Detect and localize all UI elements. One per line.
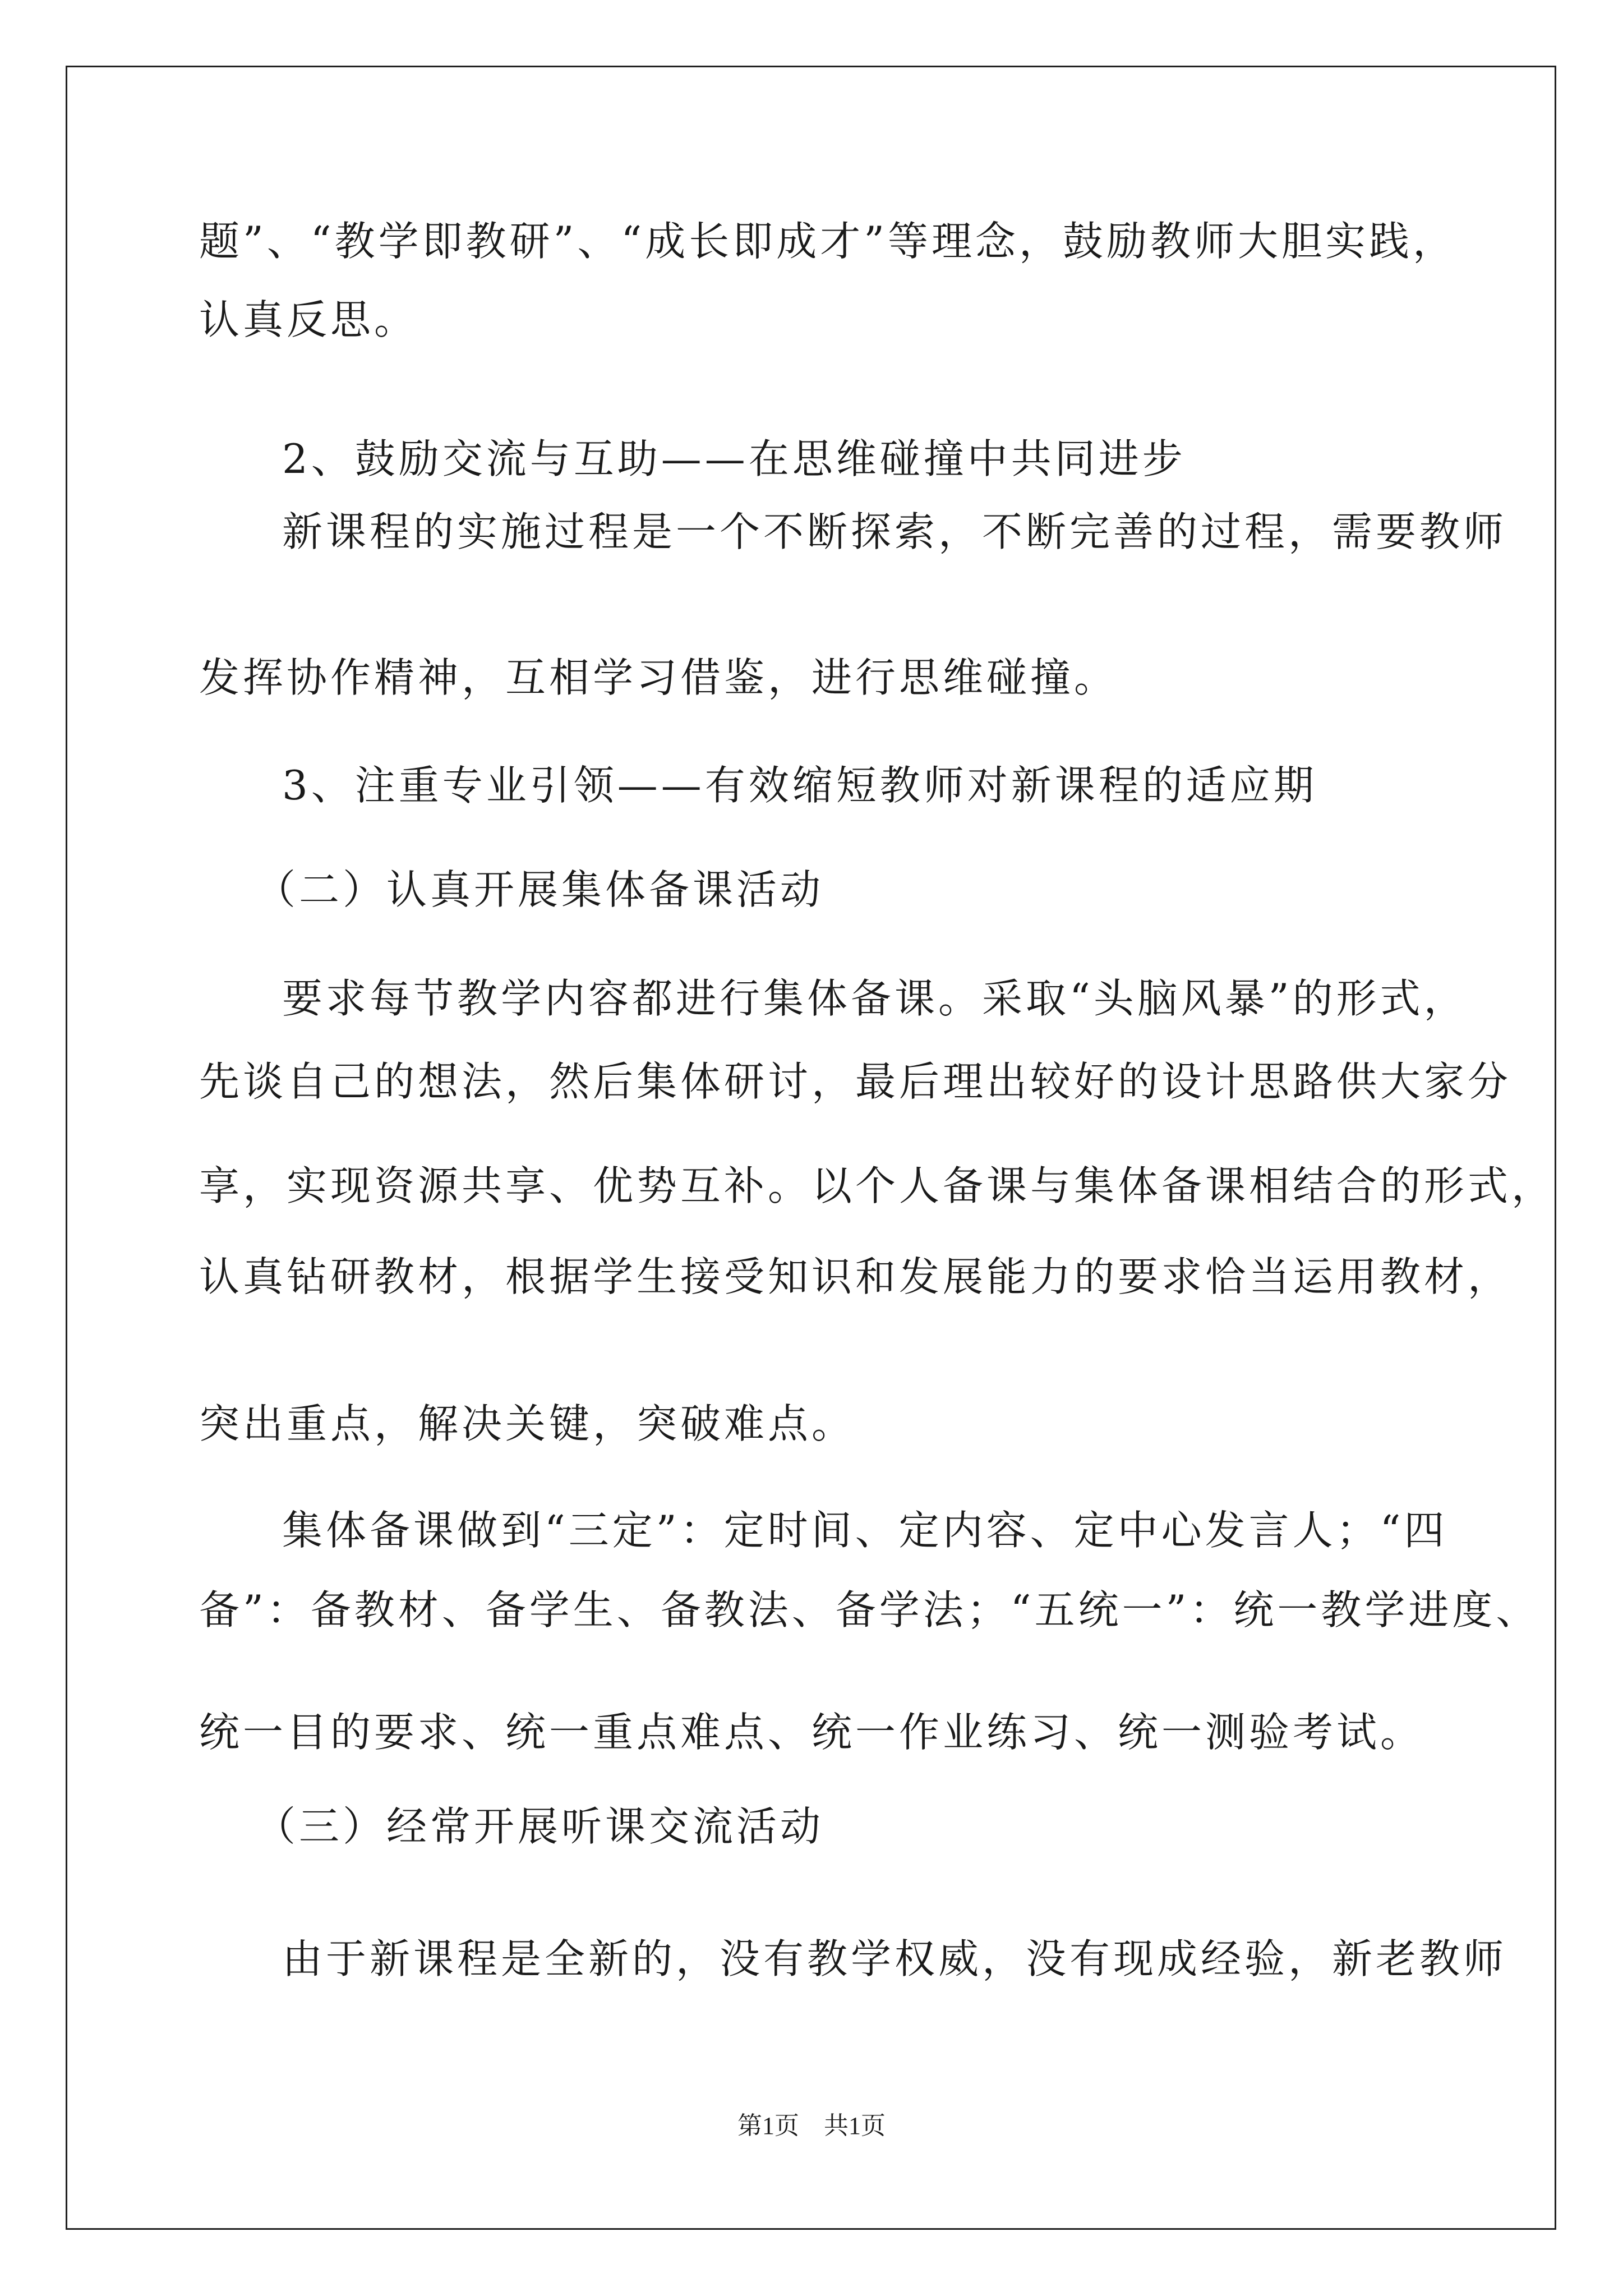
text-line: 享，实现资源共享、优势互补。以个人备课与集体备课相结合的形式， (199, 1162, 1556, 1209)
subsection-heading: （二）认真开展集体备课活动 (255, 866, 824, 913)
text-line: 突出重点，解决关键，突破难点。 (199, 1400, 856, 1447)
text-line: 题”、“教学即教研”、“成长即成才”等理念，鼓励教师大胆实践， (199, 218, 1457, 265)
text-line: 认真反思。 (199, 296, 418, 343)
text-line: 集体备课做到“三定”：定时间、定内容、定中心发言人；“四 (282, 1507, 1448, 1554)
page-footer: 第1页 共1页 (737, 2112, 886, 2139)
text-line: 要求每节教学内容都进行集体备课。采取“头脑风暴”的形式， (282, 975, 1468, 1022)
text-line: 认真钻研教材，根据学生接受知识和发展能力的要求恰当运用教材， (199, 1253, 1512, 1300)
subsection-heading: （三）经常开展听课交流活动 (255, 1803, 824, 1850)
text-line: 发挥协作精神，互相学习借鉴，进行思维碰撞。 (199, 654, 1118, 701)
text-line: 统一目的要求、统一重点难点、统一作业练习、统一测验考试。 (199, 1709, 1424, 1756)
text-line: 由于新课程是全新的，没有教学权威，没有现成经验，新老教师 (282, 1935, 1507, 1982)
text-line: 备”：备教材、备学生、备教法、备学法；“五统一”：统一教学进度、 (199, 1586, 1540, 1634)
text-line: 新课程的实施过程是一个不断探索，不断完善的过程，需要教师 (282, 508, 1507, 555)
page-border (66, 66, 1556, 2230)
section-heading: 2、鼓励交流与互助——在思维碰撞中共同进步 (282, 435, 1186, 482)
text-line: 先谈自己的想法，然后集体研讨，最后理出较好的设计思路供大家分 (199, 1058, 1512, 1105)
section-heading: 3、注重专业引领——有效缩短教师对新课程的适应期 (282, 762, 1317, 809)
